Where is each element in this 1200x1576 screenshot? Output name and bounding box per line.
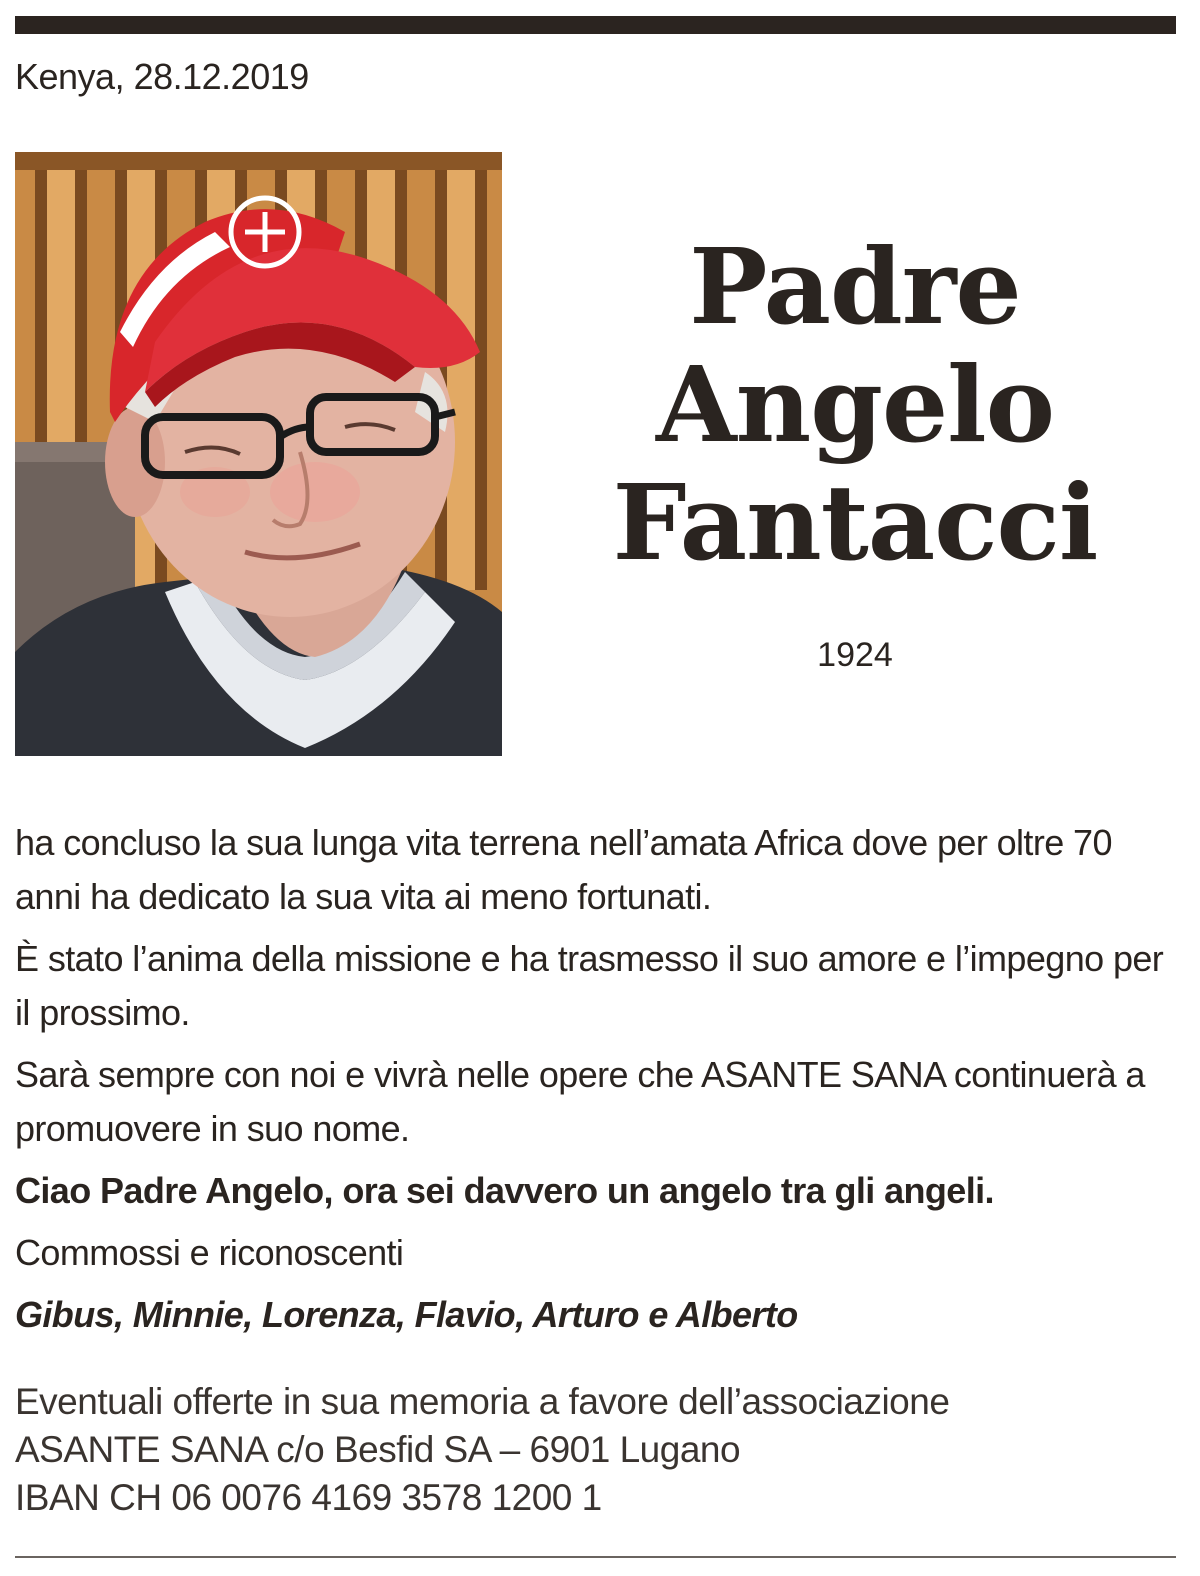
birth-year: 1924 [817,636,893,674]
name-line-first: Angelo [655,343,1055,466]
closing-line: Commossi e riconoscenti [15,1232,404,1273]
bottom-rule [15,1556,1176,1558]
obituary-text [15,816,1185,1350]
name-line-title: Padre [689,225,1021,348]
paragraph: Sarà sempre con noi e vivrà nelle opere che ASANTE SANA continuerà a promuovere in suo nome. [15,1054,1145,1149]
donation-iban: IBAN CH 06 0076 4169 3578 1200 1 [15,1477,602,1518]
donation-line: ASANTE SANA c/o Besfid SA – 6901 Lugano [15,1429,741,1470]
portrait-photo [15,152,502,756]
deceased-name [560,225,1150,584]
donation-info [15,1378,1185,1522]
farewell-line: Ciao Padre Angelo, ora sei davvero un angelo tra gli angeli. [15,1170,994,1211]
name-line-last: Fantacci [612,461,1098,584]
paragraph: ha concluso la sua lunga vita terrena nell’amata Africa dove per oltre 70 anni ha dedicato la sua vita ai meno fortunati. [15,822,1112,917]
signers: Gibus, Minnie, Lorenza, Flavio, Arturo e Alberto [15,1294,798,1335]
donation-line: Eventuali offerte in sua memoria a favore dell’associazione [15,1381,950,1422]
paragraph: È stato l’anima della missione e ha trasmesso il suo amore e l’impegno per il prossimo. [15,938,1164,1033]
top-rule [15,16,1176,34]
place-date: Kenya, 28.12.2019 [15,56,309,97]
